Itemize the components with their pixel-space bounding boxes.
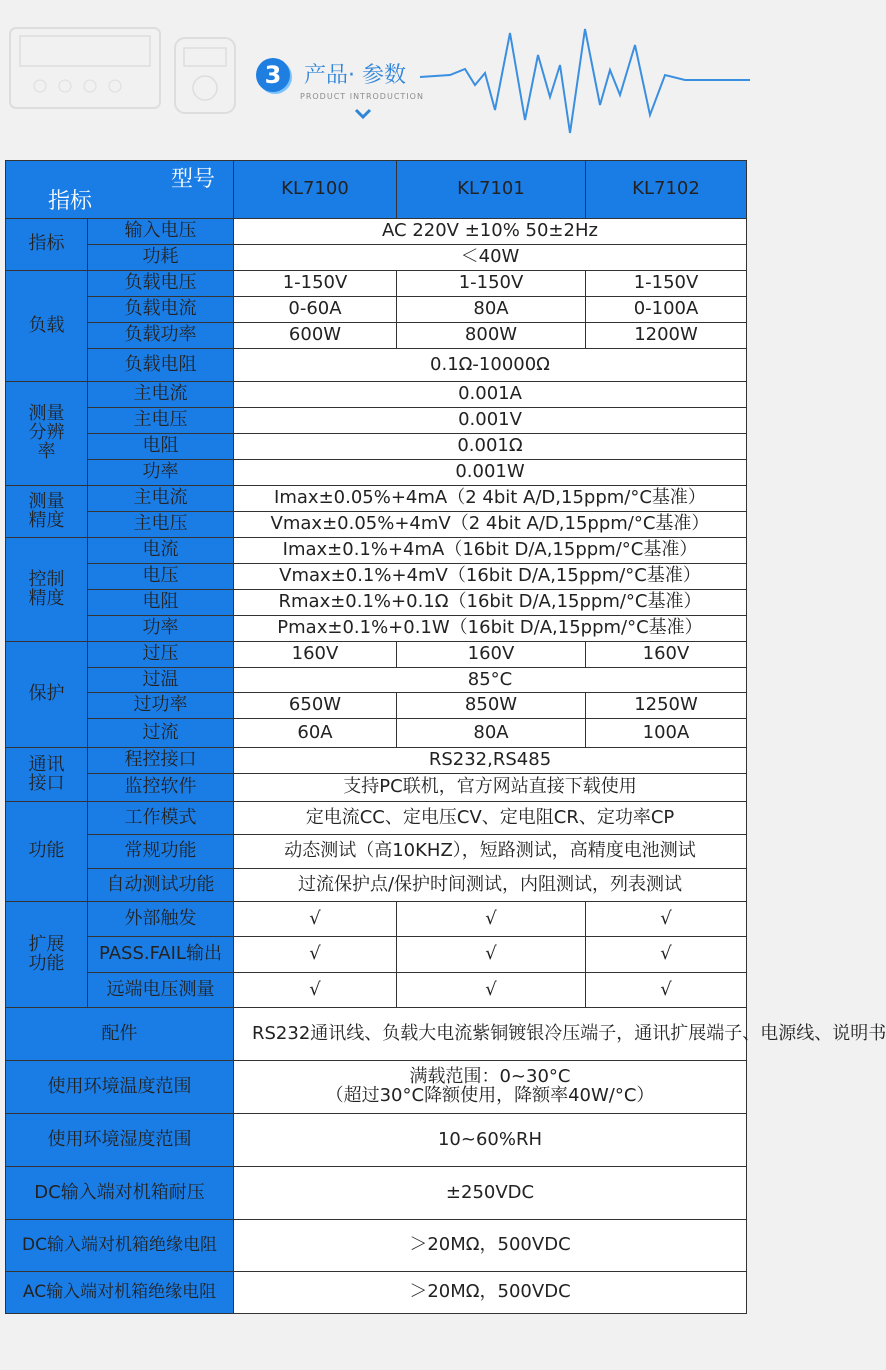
cell-kl7101: 800W [397,323,586,349]
table-row [6,973,747,1008]
row-label: 自动测试功能 [88,869,234,902]
row-value: ＞20MΩ，500VDC [234,1272,747,1314]
table-row [6,1114,747,1167]
row-value: 定电流CC、定电压CV、定电阻CR、定功率CP [234,802,747,835]
table-row [6,512,747,538]
cell-kl7101: 850W [397,693,586,719]
row-label: 过压 [88,642,234,668]
row-value: 动态测试（高10KHZ），短路测试，高精度电池测试 [234,835,747,869]
table-row [6,719,747,748]
checkmark-icon: √ [586,937,747,973]
value-line: （超过30°C降额使用，降额率40W/°C） [325,1085,655,1106]
group-label: 控制 精度 [6,538,88,642]
checkmark-icon: √ [397,937,586,973]
table-row [6,408,747,434]
section-title: 产品· 参数 [304,63,406,88]
cell-kl7100: 650W [234,693,397,719]
table-row [6,271,747,297]
table-row [6,564,747,590]
cell-kl7100: 0-60A [234,297,397,323]
table-row [6,869,747,902]
row-label: 电阻 [88,434,234,460]
multimeter-illustration [0,8,250,118]
cell-kl7101: 80A [397,297,586,323]
row-label: 常规功能 [88,835,234,869]
row-label: DC输入端对机箱绝缘电阻 [6,1220,234,1272]
header-corner-cell [6,161,234,219]
checkmark-icon: √ [586,902,747,937]
cell-kl7101: 1-150V [397,271,586,297]
model-kl7101: KL7101 [397,161,586,219]
cell-kl7102: 100A [586,719,747,748]
table-row [6,349,747,382]
row-label: 主电流 [88,382,234,408]
group-label: 负载 [6,271,88,382]
row-label: 负载电流 [88,297,234,323]
row-value: 0.001A [234,382,747,408]
row-value: Imax±0.05%+4mA（2 4bit A/D,15ppm/°C基准） [234,486,747,512]
row-value: ±250VDC [234,1167,747,1220]
row-label: 负载电阻 [88,349,234,382]
table-row [6,1220,747,1272]
row-value: Imax±0.1%+4mA（16bit D/A,15ppm/°C基准） [234,538,747,564]
row-label: 工作模式 [88,802,234,835]
section-banner [0,0,750,160]
table-row [6,486,747,512]
cell-kl7102: 1200W [586,323,747,349]
table-row [6,693,747,719]
cell-kl7100: 60A [234,719,397,748]
cell-kl7102: 1-150V [586,271,747,297]
spec-table [5,160,886,1314]
table-row [6,835,747,869]
group-label: 功能 [6,802,88,902]
row-label: 功率 [88,616,234,642]
table-row [6,1272,747,1314]
value-line: 满载范围：0~30°C [409,1066,571,1088]
row-label: 过流 [88,719,234,748]
table-row [6,323,747,349]
cell-kl7102: 160V [586,642,747,668]
row-value: 0.001V [234,408,747,434]
cell-kl7101: 160V [397,642,586,668]
table-row [6,590,747,616]
chevron-down-icon [354,108,372,120]
group-label: 指标 [6,219,88,271]
table-row [6,219,747,245]
group-label: 测量 精度 [6,486,88,538]
group-label: 保护 [6,642,88,748]
cell-kl7102: 1250W [586,693,747,719]
checkmark-icon: √ [397,973,586,1008]
checkmark-icon: √ [234,937,397,973]
row-label: 使用环境温度范围 [6,1061,234,1114]
table-row [6,460,747,486]
table-row [6,774,747,802]
row-label: 主电压 [88,408,234,434]
waveform-decoration [420,25,750,135]
cell-kl7102: 0-100A [586,297,747,323]
row-label: 负载功率 [88,323,234,349]
row-value: Vmax±0.1%+4mV（16bit D/A,15ppm/°C基准） [234,564,747,590]
row-value: 85°C [234,668,747,693]
section-number-badge: 3 [256,58,290,92]
row-label: 电压 [88,564,234,590]
row-value: 0.001Ω [234,434,747,460]
group-label: 通讯 接口 [6,748,88,802]
row-label: 配件 [6,1008,234,1061]
table-row [6,434,747,460]
row-value: Pmax±0.1%+0.1W（16bit D/A,15ppm/°C基准） [234,616,747,642]
row-label: PASS.FAIL输出 [88,937,234,973]
table-row [6,297,747,323]
row-label: 程控接口 [88,748,234,774]
table-row [6,245,747,271]
row-label: 使用环境湿度范围 [6,1114,234,1167]
cell-kl7100: 160V [234,642,397,668]
table-row [6,1008,747,1061]
row-value: 10~60%RH [234,1114,747,1167]
row-label: 过温 [88,668,234,693]
row-label: 远端电压测量 [88,973,234,1008]
table-row [6,616,747,642]
checkmark-icon: √ [234,973,397,1008]
table-row [6,1167,747,1220]
row-value: Rmax±0.1%+0.1Ω（16bit D/A,15ppm/°C基准） [234,590,747,616]
cell-kl7101: 80A [397,719,586,748]
table-row [6,642,747,668]
table-header-row [6,161,747,219]
row-label: AC输入端对机箱绝缘电阻 [6,1272,234,1314]
row-value [234,1061,747,1114]
table-row [6,902,747,937]
checkmark-icon: √ [234,902,397,937]
row-label: 过功率 [88,693,234,719]
row-label: 外部触发 [88,902,234,937]
row-value: RS232通讯线、负载大电流紫铜镀银冷压端子，通讯扩展端子、电源线、说明书 [234,1008,747,1061]
row-value: Vmax±0.05%+4mV（2 4bit A/D,15ppm/°C基准） [234,512,747,538]
row-value: 0.1Ω-10000Ω [234,349,747,382]
row-label: 主电压 [88,512,234,538]
row-label: 负载电压 [88,271,234,297]
table-row [6,937,747,973]
section-subtitle: PRODUCT INTRODUCTION [300,92,424,101]
checkmark-icon: √ [586,973,747,1008]
row-label: 功率 [88,460,234,486]
cell-kl7100: 1-150V [234,271,397,297]
row-label: 功耗 [88,245,234,271]
group-label: 测量 分辨 率 [6,382,88,486]
model-kl7102: KL7102 [586,161,747,219]
checkmark-icon: √ [397,902,586,937]
table-row [6,748,747,774]
table-row [6,538,747,564]
group-label: 扩展 功能 [6,902,88,1008]
header-index-label: 指标 [48,189,93,215]
row-label: 主电流 [88,486,234,512]
table-row [6,1061,747,1114]
row-label: 监控软件 [88,774,234,802]
row-value: ＞20MΩ，500VDC [234,1220,747,1272]
row-value: 支持PC联机，官方网站直接下载使用 [234,774,747,802]
header-model-label: 型号 [170,166,215,192]
table-row [6,802,747,835]
row-label: DC输入端对机箱耐压 [6,1167,234,1220]
row-value: AC 220V ±10% 50±2Hz [234,219,747,245]
row-value: 过流保护点/保护时间测试，内阻测试，列表测试 [234,869,747,902]
row-value: 0.001W [234,460,747,486]
row-label: 电阻 [88,590,234,616]
table-row [6,382,747,408]
row-label: 输入电压 [88,219,234,245]
row-value: ＜40W [234,245,747,271]
row-value: RS232,RS485 [234,748,747,774]
cell-kl7100: 600W [234,323,397,349]
model-kl7100: KL7100 [234,161,397,219]
row-label: 电流 [88,538,234,564]
table-row [6,668,747,693]
